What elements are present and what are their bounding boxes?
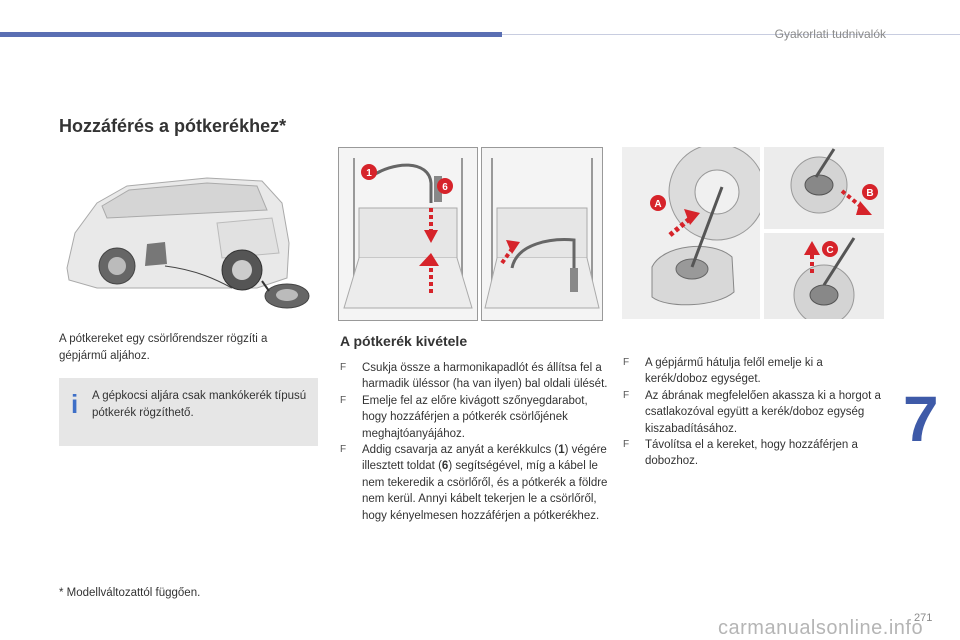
footnote: * Modellváltozattól függően. — [59, 587, 201, 599]
list-item — [340, 442, 610, 524]
spare-wheel-figure — [622, 147, 760, 319]
hook-figure-b — [764, 147, 884, 229]
bullet-icon: F — [623, 389, 630, 401]
bullet-icon: F — [340, 444, 347, 456]
info-box — [59, 378, 318, 446]
header-rule — [502, 34, 960, 35]
list-item — [623, 437, 888, 470]
bullet-icon: F — [340, 362, 347, 373]
trunk-figure-tools — [338, 147, 478, 321]
info-icon: i — [71, 389, 79, 419]
step-text: Csukja össze a harmonikapadlót és állítsa fel a harmadik üléssor (ha van ilyen) bal oldali ülését. — [362, 362, 608, 391]
step-text: Addig csavarja az anyát a kerékkulcs (1) végére illesztett toldat (6) segítségével, míg a kábel le nem tekeredik a csörlőről, és a pótkerék a földre nem kerül. Annyi kábelt tekerjen le a csörlőről, hogy kényelmesen hozzáférjen a pótkerékhez. — [362, 444, 608, 522]
callout-b: B — [866, 188, 874, 199]
list-item — [340, 360, 610, 393]
bullet-icon: F — [623, 357, 630, 368]
step-text: A gépjármű hátulja felől emelje ki a kerék/doboz egységet. — [645, 357, 823, 386]
step-text: Távolítsa el a kereket, hogy hozzáférjen a dobozhoz. — [645, 439, 858, 468]
car-illustration — [57, 148, 317, 318]
step-text: Emelje fel az előre kivágott szőnyegdarabot, hogy hozzáférjen a pótkerék csörlőjének meghajtóanyájához. — [362, 394, 588, 440]
section-title: A pótkerék kivétele — [340, 333, 468, 349]
chapter-title: Gyakorlati tudnivalók — [774, 27, 886, 41]
callout-6: 6 — [442, 182, 448, 193]
page-number: 271 — [914, 612, 933, 624]
step-text: Az ábrának megfelelően akassza ki a horgot a csatlakozóval együtt a kerék/doboz egység kiszabadításához. — [645, 389, 881, 435]
hook-figure-c — [764, 233, 884, 319]
intro-text: A pótkereket egy csörlőrendszer rögzíti a gépjármű aljához. — [59, 333, 268, 362]
callout-a: A — [654, 199, 662, 210]
key-ref-1: 1 — [558, 444, 565, 457]
list-item — [623, 355, 888, 388]
header-bar — [0, 32, 502, 37]
bullet-icon: F — [340, 394, 347, 406]
chapter-number: 7 — [903, 383, 939, 455]
trunk-figure-crank — [481, 147, 603, 321]
steps-left-list — [340, 360, 610, 524]
list-item — [623, 388, 888, 437]
list-item — [340, 393, 610, 442]
steps-right-list — [623, 355, 888, 470]
callout-1: 1 — [366, 168, 372, 179]
key-ref-6: 6 — [441, 460, 449, 473]
callout-c: C — [826, 245, 834, 256]
bullet-icon: F — [623, 439, 630, 451]
info-text: A gépkocsi aljára csak mankókerék típusú pótkerék rögzíthető. — [92, 390, 307, 419]
watermark: carmanualsonline.info — [718, 617, 924, 639]
page-title: Hozzáférés a pótkerékhez* — [59, 116, 287, 136]
